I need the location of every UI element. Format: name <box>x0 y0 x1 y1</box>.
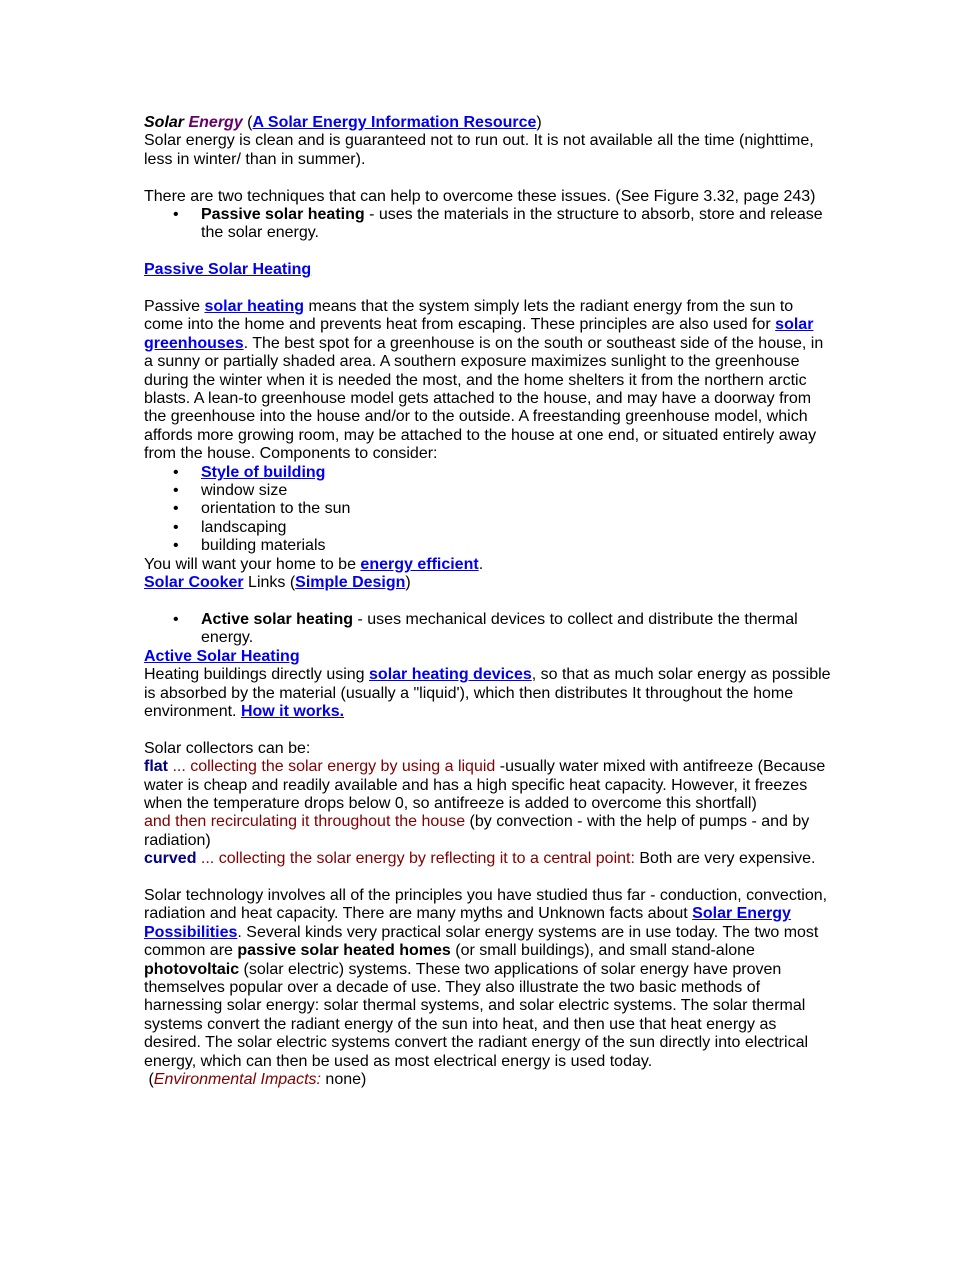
page-title: Solar Energy (A Solar Energy Information Resource) <box>144 114 542 131</box>
curved-label: curved <box>144 850 197 868</box>
solar-heating-devices-link[interactable]: solar heating devices <box>369 666 532 684</box>
solar-cooker-link[interactable]: Solar Cooker <box>144 574 244 592</box>
list-item: • building materials <box>144 537 836 555</box>
passive-paragraph: Passive solar heating means that the system simply lets the radiant energy from the sun to come into the home and prevents heat from escaping. These principles are also used for solar greenhouses. The best spot for a greenhouse is on the south or southeast side of the house, in a sunny or partially shaded area. A southern exposure maximizes sunlight to the greenhouse during the winter when it is needed the most, and the home shelters it from the northern arctic blasts. A lean-to greenhouse model gets attached to the house, and may have a doorway from the greenhouse into the house and/or to the outside. A freestanding greenhouse model, which affords more growing room, may be attached to the house at one end, or situated entirely away from the house. Components to consider: <box>144 298 824 463</box>
solar-greenhouses-link[interactable]: solar greenhouses <box>144 316 814 352</box>
style-of-building-link[interactable]: Style of building <box>201 463 326 481</box>
flat-label: flat <box>144 758 168 776</box>
list-item: • window size <box>144 482 836 500</box>
active-solar-heating-link[interactable]: Active Solar Heating <box>144 647 300 665</box>
active-paragraph: Heating buildings directly using solar heating devices, so that as much solar energy as possible is absorbed by the material (usually a "liquid'), which then distributes It throughout the home environment. How it works. <box>144 666 831 720</box>
solar-cooker-line: Solar Cooker Links (Simple Design) <box>144 574 411 592</box>
passive-bullet-list <box>144 206 836 243</box>
how-it-works-link[interactable]: How it works. <box>240 702 345 720</box>
flat-collector: flat ... collecting the solar energy by using a liquid -usually water mixed with antifreeze (Because water is cheap and readily available and has a high specific heat capacity. However, it freezes when the temperature drops below 0, so antifreeze is added to overcome this shortfall) <box>144 758 826 812</box>
environmental-impacts-label: Environmental Impacts: <box>153 1071 321 1089</box>
list-item: • orientation to the sun <box>144 500 836 518</box>
energy-efficient-line: You will want your home to be energy efficient. <box>144 555 484 573</box>
passive-bullet-label: Passive solar heating <box>201 206 365 224</box>
list-item <box>144 464 836 482</box>
list-item: • landscaping <box>144 519 836 537</box>
title-word-energy: Energy <box>188 114 243 131</box>
technology-paragraph: Solar technology involves all of the principles you have studied thus far - conduction, convection, radiation and heat capacity. There are many myths and Unknown facts about Solar Energy Possibilities. Several kinds very practical solar energy systems are in use today. The two most common are passive solar heated homes (or small buildings), and small stand-alone photovoltaic (solar electric) systems. These two applications of solar energy have proven themselves popular over a decade of use. They also illustrate the two basic methods of harnessing solar energy: solar thermal systems, and solar electric systems. The solar thermal systems convert the radiant energy of the sun into heat, and then use that heat energy as desired. The solar electric systems convert the radiant energy of the sun directly into electrical energy, which can then be used as most electrical energy is used today. <box>144 886 828 1070</box>
active-bullet-label: Active solar heating <box>201 610 354 628</box>
intro-text: Solar energy is clean and is guaranteed not to run out. It is not available all the time (nighttime, less in winter/ than in summer). <box>144 132 814 168</box>
components-list <box>144 464 836 556</box>
solar-energy-possibilities-link[interactable]: Solar Energy Possibilities <box>144 905 791 941</box>
title-word-solar: Solar <box>144 114 185 131</box>
document-body <box>144 114 836 1089</box>
solar-energy-resource-link[interactable]: A Solar Energy Information Resource <box>252 114 537 131</box>
energy-efficient-link[interactable]: energy efficient <box>360 555 479 573</box>
active-bullet-list <box>144 611 836 648</box>
curved-collector: curved ... collecting the solar energy by reflecting it to a central point: Both are very expensive. <box>144 850 816 868</box>
techniques-intro: There are two techniques that can help to overcome these issues. (See Figure 3.32, page 243) <box>144 187 816 205</box>
active-bullet-text: - uses mechanical devices to collect and distribute the thermal energy. <box>201 610 798 647</box>
recirculation-text: and then recirculating it throughout the house (by convection - with the help of pumps - and by radiation) <box>144 813 810 849</box>
passive-bullet-text: - uses the materials in the structure to absorb, store and release the solar energy. <box>201 206 823 242</box>
passive-bullet <box>144 206 836 243</box>
environmental-impacts: (Environmental Impacts: none) <box>144 1071 367 1089</box>
solar-heating-link[interactable]: solar heating <box>204 298 305 316</box>
active-bullet <box>144 611 836 648</box>
collectors-intro: Solar collectors can be: <box>144 739 311 757</box>
passive-solar-heating-link[interactable]: Passive Solar Heating <box>144 261 312 279</box>
simple-design-link[interactable]: Simple Design <box>295 574 406 592</box>
